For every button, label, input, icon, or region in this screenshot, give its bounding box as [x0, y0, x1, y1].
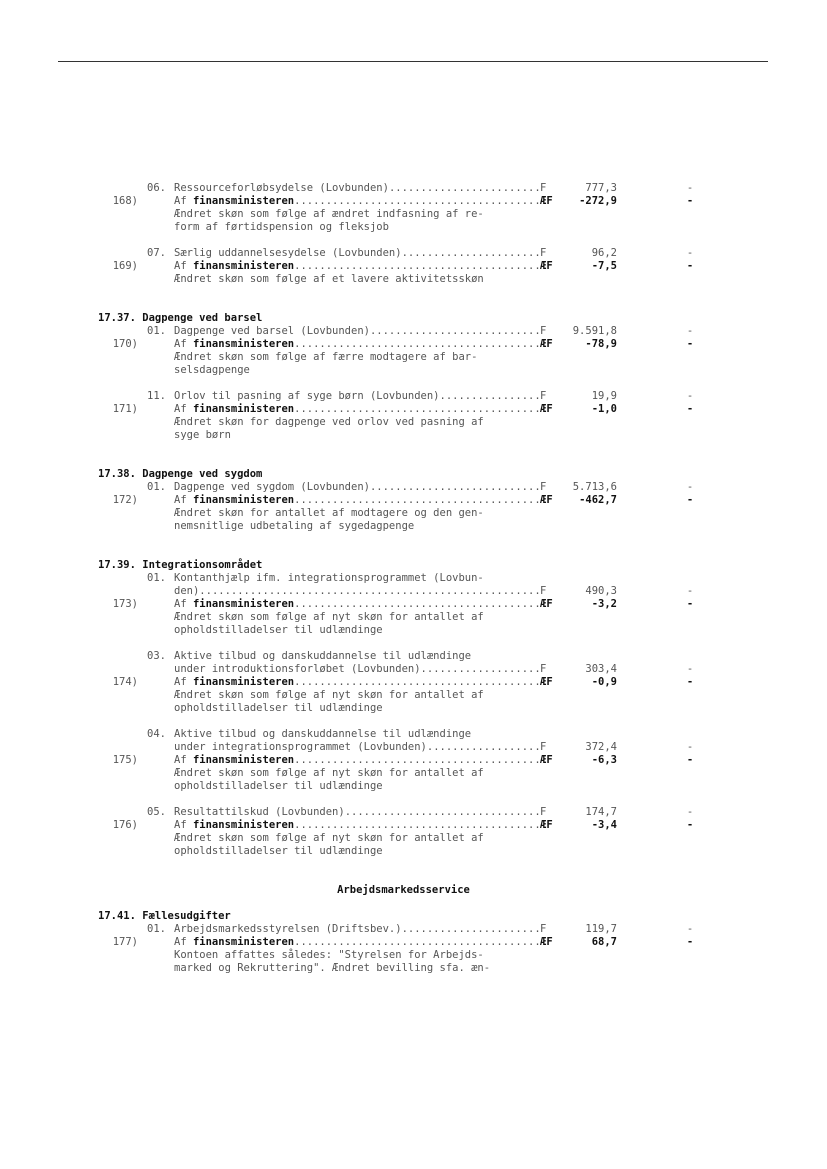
account-line [0, 598, 827, 611]
minister-name: finansministeren [192, 819, 295, 831]
dotted-row [174, 676, 554, 689]
dotted-row [174, 741, 554, 754]
previous-amount: - [686, 390, 694, 402]
account-code: F [540, 390, 547, 402]
leader-dots [427, 741, 540, 754]
previous-amount: - [686, 923, 694, 935]
dotted-row [174, 663, 554, 676]
note-line [0, 351, 827, 364]
note-text: syge børn [174, 429, 231, 441]
leader-dots [294, 403, 540, 416]
note-text: Ændret skøn for dagpenge ved orlov ved pasning af [174, 416, 484, 428]
account-code: ÆF [540, 494, 553, 506]
change-author [174, 819, 294, 832]
leader-dots [294, 676, 540, 689]
note-line [0, 767, 827, 780]
dotted-row [174, 481, 554, 494]
amount: 96,2 [591, 247, 617, 259]
header-rule [58, 61, 768, 62]
amount: 303,4 [585, 663, 617, 675]
account-code: F [540, 741, 547, 753]
previous-amount: - [686, 585, 694, 597]
dotted-row [174, 806, 554, 819]
dotted-row [174, 260, 554, 273]
change-author [174, 494, 294, 507]
previous-amount: - [686, 247, 694, 259]
account-label: Aktive tilbud og danskuddannelse til udlændinge [174, 650, 472, 662]
subaccount-number: 01. [147, 481, 166, 493]
note-line [0, 221, 827, 234]
account-label: Resultattilskud (Lovbunden) [174, 806, 345, 818]
amount: 68,7 [591, 936, 617, 948]
change-author [174, 403, 294, 416]
note-line [0, 507, 827, 520]
change-reference: 176) [112, 819, 138, 831]
dotted-row [174, 182, 554, 195]
previous-amount: - [686, 754, 694, 766]
change-by: Af [174, 936, 193, 948]
minister-name: finansministeren [192, 403, 295, 415]
account-line [0, 676, 827, 689]
amount: 119,7 [585, 923, 617, 935]
account-code: ÆF [540, 195, 553, 207]
note-text: opholdstilladelser til udlændinge [174, 624, 383, 636]
account-code: ÆF [540, 754, 553, 766]
account-label: Særlig uddannelsesydelse (Lovbunden) [174, 247, 402, 259]
account-label: den) [174, 585, 200, 597]
dotted-row [174, 936, 554, 949]
chapter-heading: Arbejdsmarkedsservice [337, 884, 470, 896]
amount: 372,4 [585, 741, 617, 753]
subaccount-number: 01. [147, 923, 166, 935]
change-reference: 174) [112, 676, 138, 688]
amount: 777,3 [585, 182, 617, 194]
note-text: Ændret skøn som følge af nyt skøn for antallet af [174, 689, 484, 701]
note-line [0, 845, 827, 858]
section-title: 17.37. Dagpenge ved barsel [98, 312, 263, 324]
note-text: Ændret skøn som følge af nyt skøn for antallet af [174, 832, 484, 844]
leader-dots [294, 260, 540, 273]
change-reference: 173) [112, 598, 138, 610]
leader-dots [294, 598, 540, 611]
change-by: Af [174, 676, 193, 688]
change-author [174, 598, 294, 611]
previous-amount: - [686, 936, 694, 948]
change-author [174, 338, 294, 351]
note-text: marked og Rekruttering". Ændret bevilling sfa. æn- [174, 962, 491, 974]
change-author [174, 676, 294, 689]
previous-amount: - [686, 819, 694, 831]
note-text: Ændret skøn som følge af ændret indfasning af re- [174, 208, 484, 220]
note-text: Kontoen affattes således: "Styrelsen for Arbejds- [174, 949, 484, 961]
previous-amount: - [686, 195, 694, 207]
account-line [0, 806, 827, 819]
subaccount-number: 01. [147, 325, 166, 337]
note-text: Ændret skøn som følge af nyt skøn for antallet af [174, 767, 484, 779]
change-by: Af [174, 338, 193, 350]
text-line [0, 572, 827, 585]
change-author [174, 936, 294, 949]
leader-dots [294, 338, 540, 351]
leader-dots [370, 325, 540, 338]
note-text: nemsnitlige udbetaling af sygedagpenge [174, 520, 415, 532]
dotted-row [174, 390, 554, 403]
change-by: Af [174, 494, 193, 506]
note-line [0, 689, 827, 702]
change-by: Af [174, 403, 193, 415]
note-text: Ændret skøn som følge af nyt skøn for antallet af [174, 611, 484, 623]
amount: 9.591,8 [572, 325, 617, 337]
previous-amount: - [686, 481, 694, 493]
previous-amount: - [686, 676, 694, 688]
amount: 490,3 [585, 585, 617, 597]
account-code: ÆF [540, 819, 553, 831]
note-line [0, 702, 827, 715]
change-reference: 175) [112, 754, 138, 766]
account-line [0, 923, 827, 936]
change-author [174, 754, 294, 767]
leader-dots [402, 923, 540, 936]
dotted-row [174, 754, 554, 767]
account-line [0, 663, 827, 676]
subaccount-number: 05. [147, 806, 166, 818]
previous-amount: - [686, 494, 694, 506]
account-line [0, 585, 827, 598]
note-line [0, 611, 827, 624]
subaccount-number: 01. [147, 572, 166, 584]
note-line [0, 273, 827, 286]
account-line [0, 403, 827, 416]
change-by: Af [174, 260, 193, 272]
section-title: 17.41. Fællesudgifter [98, 910, 231, 922]
leader-dots [294, 195, 540, 208]
change-by: Af [174, 819, 193, 831]
note-line [0, 780, 827, 793]
previous-amount: - [686, 403, 694, 415]
previous-amount: - [686, 598, 694, 610]
change-reference: 177) [112, 936, 138, 948]
leader-dots [294, 819, 540, 832]
leader-dots [402, 247, 540, 260]
dotted-row [174, 325, 554, 338]
previous-amount: - [686, 182, 694, 194]
amount: 174,7 [585, 806, 617, 818]
minister-name: finansministeren [192, 195, 295, 207]
account-label: Dagpenge ved sygdom (Lovbunden) [174, 481, 370, 493]
account-line [0, 754, 827, 767]
note-text: opholdstilladelser til udlændinge [174, 702, 383, 714]
subaccount-number: 07. [147, 247, 166, 259]
change-by: Af [174, 195, 193, 207]
dotted-row [174, 247, 554, 260]
leader-dots [294, 936, 540, 949]
note-line [0, 949, 827, 962]
account-label: Arbejdsmarkedsstyrelsen (Driftsbev.) [174, 923, 402, 935]
account-code: ÆF [540, 403, 553, 415]
dotted-row [174, 598, 554, 611]
note-line [0, 832, 827, 845]
amount: 19,9 [591, 390, 617, 402]
account-line [0, 325, 827, 338]
dotted-row [174, 819, 554, 832]
minister-name: finansministeren [192, 260, 295, 272]
note-line [0, 416, 827, 429]
note-text: opholdstilladelser til udlændinge [174, 845, 383, 857]
amount: -1,0 [591, 403, 617, 415]
account-code: ÆF [540, 598, 553, 610]
previous-amount: - [686, 338, 694, 350]
dotted-row [174, 923, 554, 936]
account-code: ÆF [540, 260, 553, 272]
account-code: F [540, 923, 547, 935]
amount: -462,7 [579, 494, 617, 506]
amount: -0,9 [591, 676, 617, 688]
note-text: opholdstilladelser til udlændinge [174, 780, 383, 792]
account-line [0, 260, 827, 273]
account-code: F [540, 663, 547, 675]
account-code: ÆF [540, 936, 553, 948]
leader-dots [421, 663, 540, 676]
previous-amount: - [686, 741, 694, 753]
account-line [0, 390, 827, 403]
minister-name: finansministeren [192, 676, 295, 688]
account-line [0, 741, 827, 754]
change-reference: 168) [112, 195, 138, 207]
leader-dots [370, 481, 540, 494]
dotted-row [174, 494, 554, 507]
account-line [0, 819, 827, 832]
minister-name: finansministeren [192, 494, 295, 506]
account-line [0, 195, 827, 208]
note-line [0, 962, 827, 975]
account-line [0, 936, 827, 949]
account-label: Kontanthjælp ifm. integrationsprogrammet (Lovbun- [174, 572, 484, 584]
subaccount-number: 03. [147, 650, 166, 662]
account-label: under introduktionsforløbet (Lovbunden) [174, 663, 421, 675]
note-line [0, 429, 827, 442]
account-label: Dagpenge ved barsel (Lovbunden) [174, 325, 370, 337]
leader-dots [294, 754, 540, 767]
note-text: Ændret skøn som følge af færre modtagere af bar- [174, 351, 478, 363]
account-code: ÆF [540, 338, 553, 350]
account-code: F [540, 481, 547, 493]
amount: -272,9 [579, 195, 617, 207]
previous-amount: - [686, 325, 694, 337]
dotted-row [174, 585, 554, 598]
dotted-row [174, 195, 554, 208]
amount: -7,5 [591, 260, 617, 272]
account-code: F [540, 325, 547, 337]
account-line [0, 182, 827, 195]
note-text: Ændret skøn som følge af et lavere aktivitetsskøn [174, 273, 484, 285]
section-title: 17.39. Integrationsområdet [98, 559, 263, 571]
account-code: F [540, 182, 547, 194]
text-line [0, 650, 827, 663]
account-line [0, 247, 827, 260]
change-by: Af [174, 754, 193, 766]
amount: -3,2 [591, 598, 617, 610]
minister-name: finansministeren [192, 936, 295, 948]
leader-dots [389, 182, 540, 195]
leader-dots [345, 806, 540, 819]
subaccount-number: 06. [147, 182, 166, 194]
account-label: Aktive tilbud og danskuddannelse til udlændinge [174, 728, 472, 740]
change-author [174, 195, 294, 208]
amount: -6,3 [591, 754, 617, 766]
minister-name: finansministeren [192, 598, 295, 610]
account-code: F [540, 585, 547, 597]
account-label: under integrationsprogrammet (Lovbunden) [174, 741, 427, 753]
dotted-row [174, 403, 554, 416]
note-text: selsdagpenge [174, 364, 250, 376]
change-reference: 171) [112, 403, 138, 415]
account-label: Ressourceforløbsydelse (Lovbunden) [174, 182, 389, 194]
account-line [0, 494, 827, 507]
minister-name: finansministeren [192, 338, 295, 350]
dotted-row [174, 338, 554, 351]
text-line [0, 728, 827, 741]
account-code: F [540, 806, 547, 818]
previous-amount: - [686, 806, 694, 818]
note-line [0, 208, 827, 221]
note-text: form af førtidspension og fleksjob [174, 221, 389, 233]
note-text: Ændret skøn for antallet af modtagere og den gen- [174, 507, 484, 519]
account-line [0, 338, 827, 351]
change-by: Af [174, 598, 193, 610]
leader-dots [199, 585, 540, 598]
account-code: ÆF [540, 676, 553, 688]
previous-amount: - [686, 260, 694, 272]
account-line [0, 481, 827, 494]
account-code: F [540, 247, 547, 259]
account-label: Orlov til pasning af syge børn (Lovbunden) [174, 390, 440, 402]
change-reference: 172) [112, 494, 138, 506]
change-reference: 170) [112, 338, 138, 350]
change-reference: 169) [112, 260, 138, 272]
amount: -3,4 [591, 819, 617, 831]
note-line [0, 364, 827, 377]
section-title: 17.38. Dagpenge ved sygdom [98, 468, 263, 480]
amount: -78,9 [585, 338, 617, 350]
subaccount-number: 04. [147, 728, 166, 740]
minister-name: finansministeren [192, 754, 295, 766]
previous-amount: - [686, 663, 694, 675]
leader-dots [294, 494, 540, 507]
note-line [0, 520, 827, 533]
note-line [0, 624, 827, 637]
change-author [174, 260, 294, 273]
subaccount-number: 11. [147, 390, 166, 402]
amount: 5.713,6 [572, 481, 617, 493]
leader-dots [440, 390, 540, 403]
